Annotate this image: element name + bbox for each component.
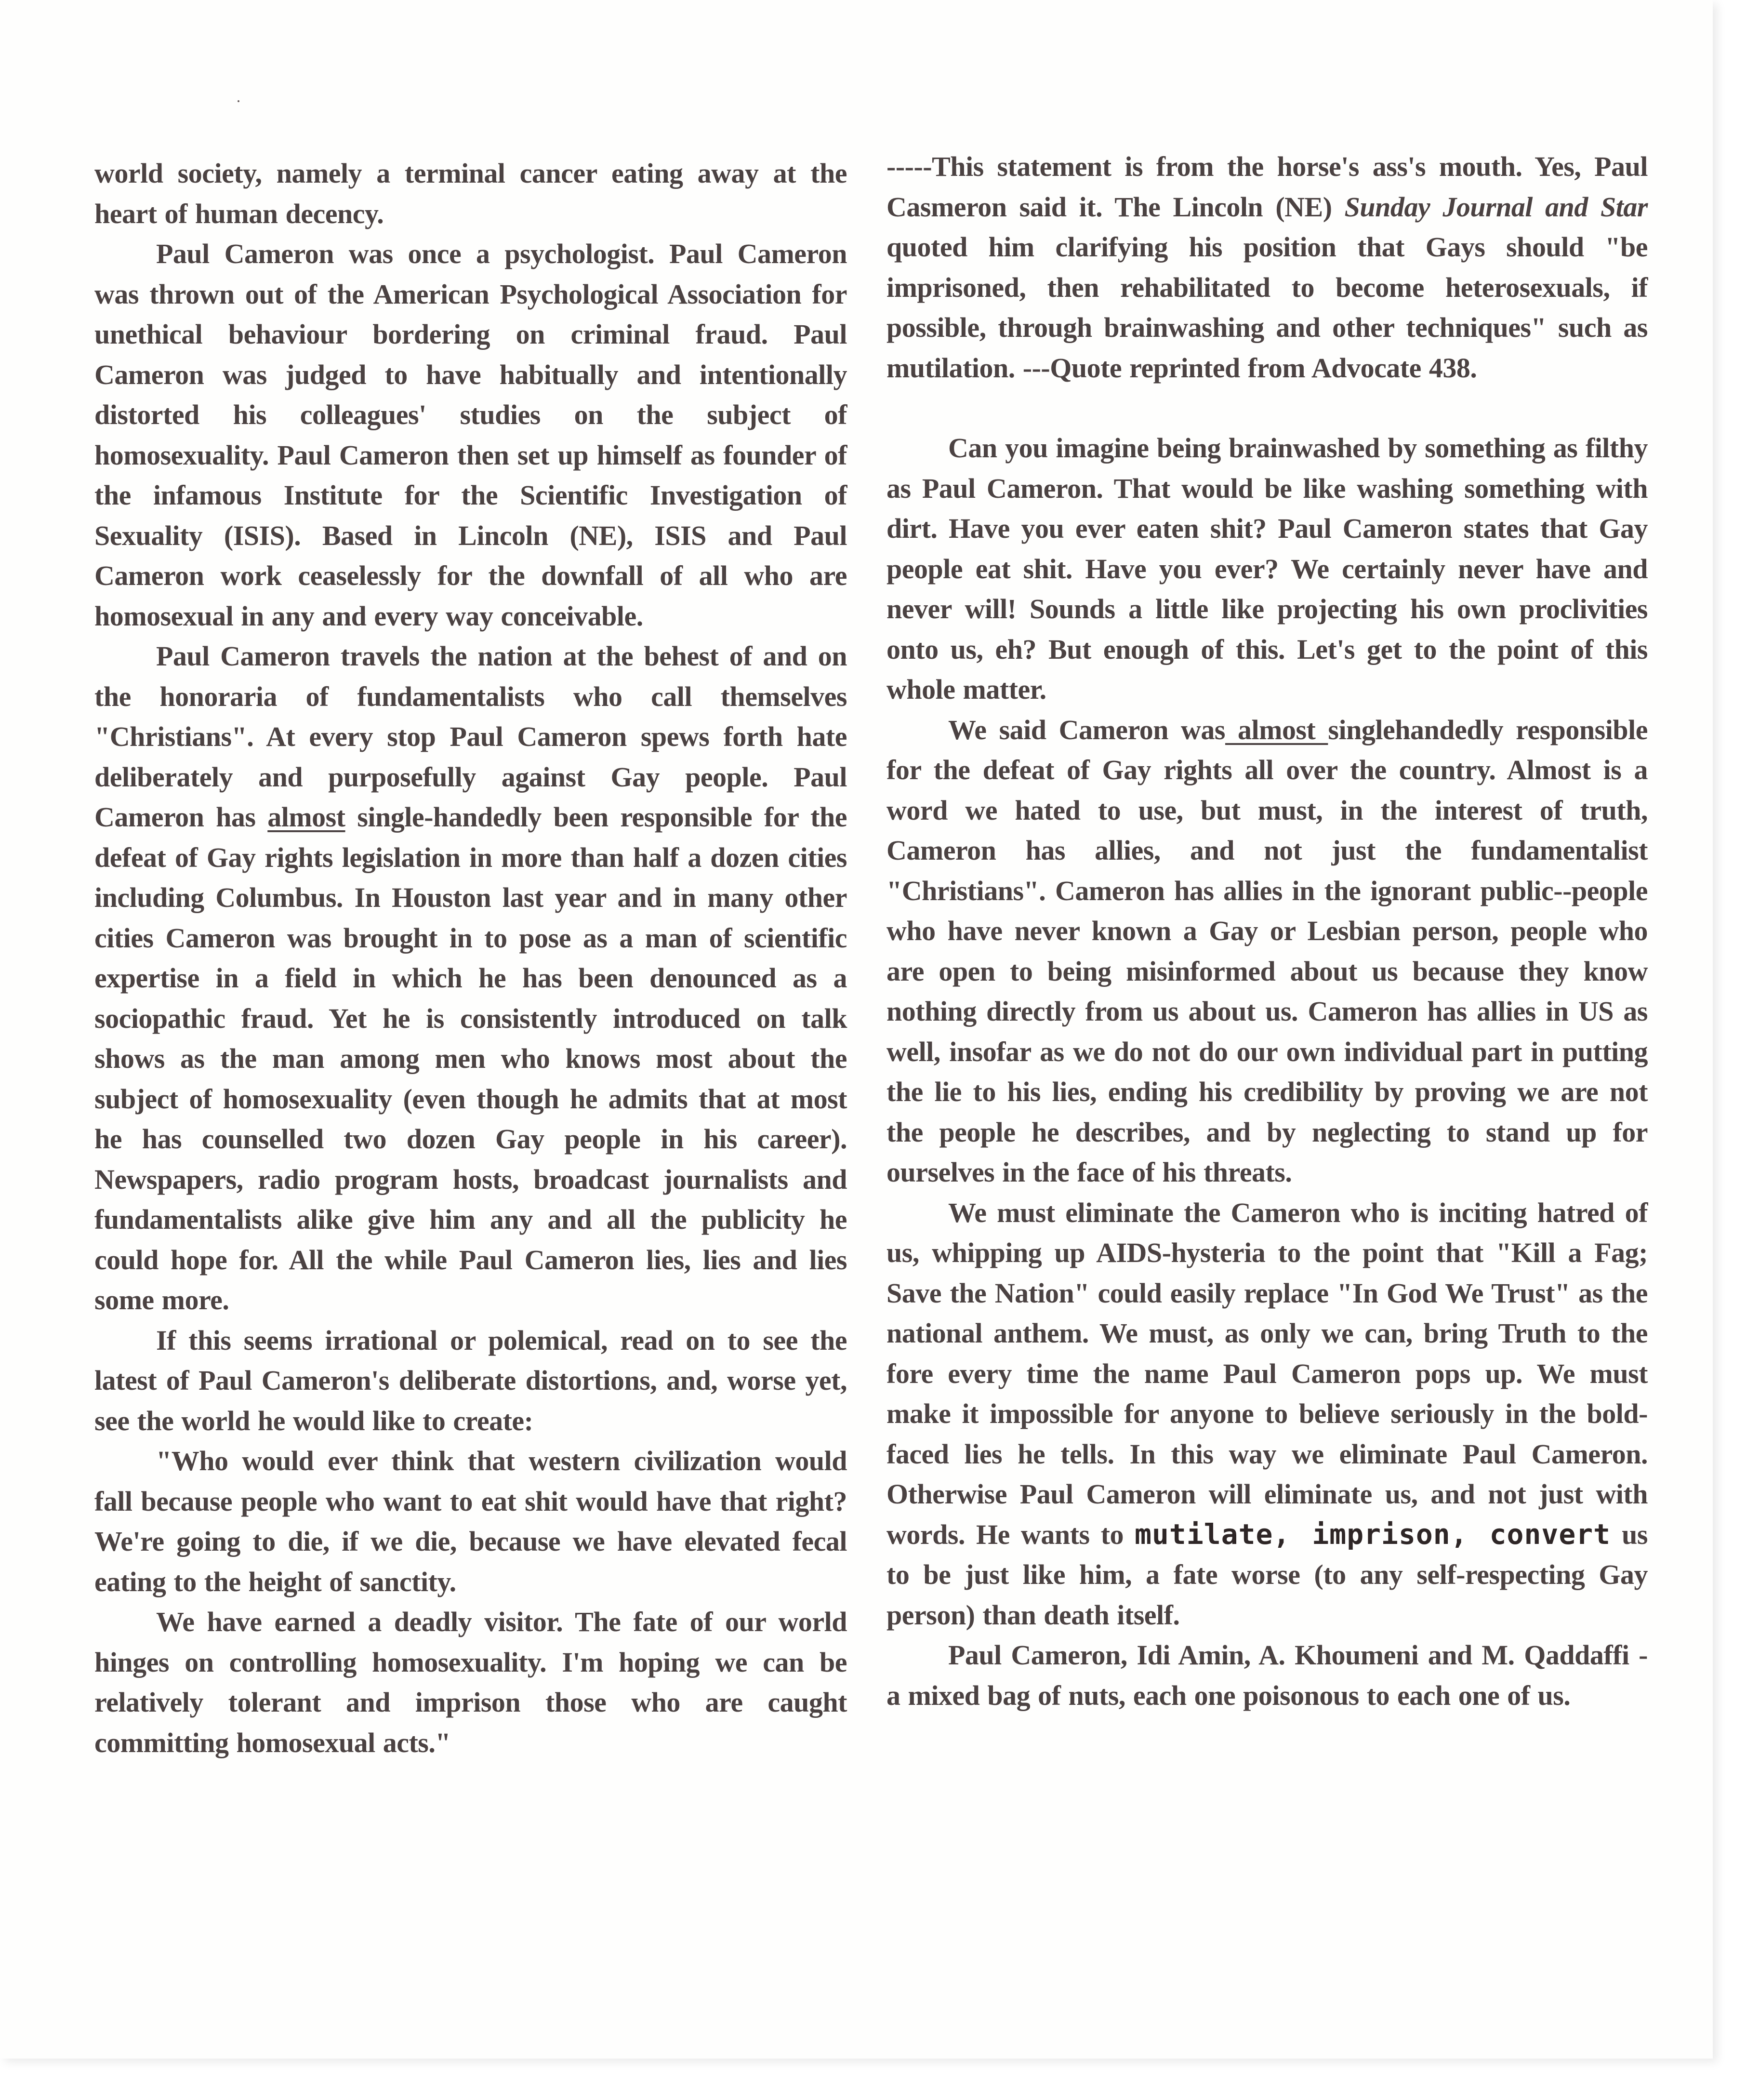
left-column-paragraph (94, 153, 847, 234)
body-text: If this seems irrational or polemical, read on to see the latest of Paul Cameron's deliberate distortions, and, worse yet, see the world he would like to create: (94, 1324, 847, 1436)
bold-emphasis: mutilate, imprison, convert (1135, 1517, 1611, 1551)
body-text: Paul Cameron, Idi Amin, A. Khoumeni and M. Qaddaffi - a mixed bag of nuts, each one poisonous to each one of us. (886, 1639, 1648, 1711)
left-column (94, 153, 847, 1763)
right-column-paragraph (886, 428, 1648, 710)
body-text: singlehandedly responsible for the defeat of Gay rights all over the country. Almost is a word we hated to use, but must, in the interest of truth, Cameron has allies, and not just the fundamentalist "Christians". Cameron has allies in the ignorant public--people who have never known a Gay or Lesbian person, people who are open to being misinformed about us because they know nothing directly from us about us. Cameron has allies in US as well, insofar as we do not do our own individual part in putting the lie to his lies, ending his credibility by proving we are not the people he describes, and by neglecting to stand up for ourselves in the face of his threats. (886, 714, 1648, 1188)
left-column-paragraph (94, 234, 847, 636)
left-column-paragraph (94, 1320, 847, 1441)
left-column-paragraph (94, 1441, 847, 1602)
body-text: world society, namely a terminal cancer eating away at the heart of human decency. (94, 158, 847, 229)
body-text: -----This statement is from the horse's ass's mouth. Yes, Paul Casmeron said it. The Lincoln (NE) (886, 151, 1648, 223)
right-column (886, 146, 1648, 1715)
right-column-paragraph (886, 1635, 1648, 1715)
body-text: We said Cameron was (948, 714, 1225, 745)
body-text: We have earned a deadly visitor. The fate of our world hinges on controlling homosexuality. I'm hoping we can be relatively tolerant and imprison those who are caught committing homosexual acts." (94, 1606, 847, 1758)
body-text: us to be just like him, a fate worse (to any self-respecting Gay person) than death itself. (886, 1518, 1648, 1631)
body-text: single-handedly been responsible for the defeat of Gay rights legislation in more than half a dozen cities including Columbus. In Houston last year and in many other cities Cameron was brought in to pose as a man of scientific expertise in a field in which he has been denounced as a sociopathic fraud. Yet he is consistently introduced on talk shows as the man among men who knows most about the subject of homosexuality (even though he admits that at most he has counselled two dozen Gay people in his career). Newspapers, radio program hosts, broadcast journalists and fundamentalists alike give him any and all the publicity he could hope for. All the while Paul Cameron lies, lies and lies some more. (94, 801, 847, 1316)
body-text: We must eliminate the Cameron who is inciting hatred of us, whipping up AIDS-hysteria to the point that "Kill a Fag; Save the Nation" could easily replace "In God We Trust" as the national anthem. We must, as only we can, bring Truth to the fore every time the name Paul Cameron pops up. We must make it impossible for anyone to believe seriously in the bold-faced lies he tells. In this way we eliminate Paul Cameron. Otherwise Paul Cameron will eliminate us, and not just with words. He wants to (886, 1196, 1648, 1550)
underlined-emphasis: almost (267, 801, 345, 833)
underlined-emphasis: almost (1225, 714, 1328, 745)
body-text: Paul Cameron was once a psychologist. Paul Cameron was thrown out of the American Psychological Association for unethical behaviour bordering on criminal fraud. Paul Cameron was judged to have habitually and intentionally distorted his colleagues' studies on the subject of homosexuality. Paul Cameron then set up himself as founder of the infamous Institute for the Scientific Investigation of Sexuality (ISIS). Based in Lincoln (NE), ISIS and Paul Cameron work ceaselessly for the downfall of all who are homosexual in any and every way conceivable. (94, 238, 847, 632)
right-column-paragraph (886, 710, 1648, 1193)
scan-speck (238, 100, 239, 102)
body-text: "Who would ever think that western civilization would fall because people who want to eat shit would have that right? We're going to die, if we die, because we have elevated fecal eating to the height of sanctity. (94, 1445, 847, 1597)
left-column-paragraph (94, 1602, 847, 1763)
body-text: Can you imagine being brainwashed by something as filthy as Paul Cameron. That would be like washing something with dirt. Have you ever eaten shit? Paul Cameron states that Gay people eat shit. Have you ever? We certainly never have and never will! Sounds a little like projecting his own proclivities onto us, eh? But enough of this. Let's get to the point of this whole matter. (886, 432, 1648, 705)
left-column-paragraph (94, 636, 847, 1320)
publication-title: Sunday Journal and Star (1344, 191, 1648, 223)
body-text: quoted him clarifying his position that Gays should "be imprisoned, then rehabilitated to become heterosexuals, if possible, through brainwashing and other techniques" such as mutilation. ---Quote reprinted from Advocate 438. (886, 231, 1648, 384)
right-column-paragraph (886, 146, 1648, 388)
right-column-paragraph (886, 1193, 1648, 1635)
body-text: Paul Cameron travels the nation at the behest of and on the honoraria of fundamentalists who call themselves "Christians". At every stop Paul Cameron spews forth hate deliberately and purposefully against Gay people. Paul Cameron has (94, 640, 847, 833)
